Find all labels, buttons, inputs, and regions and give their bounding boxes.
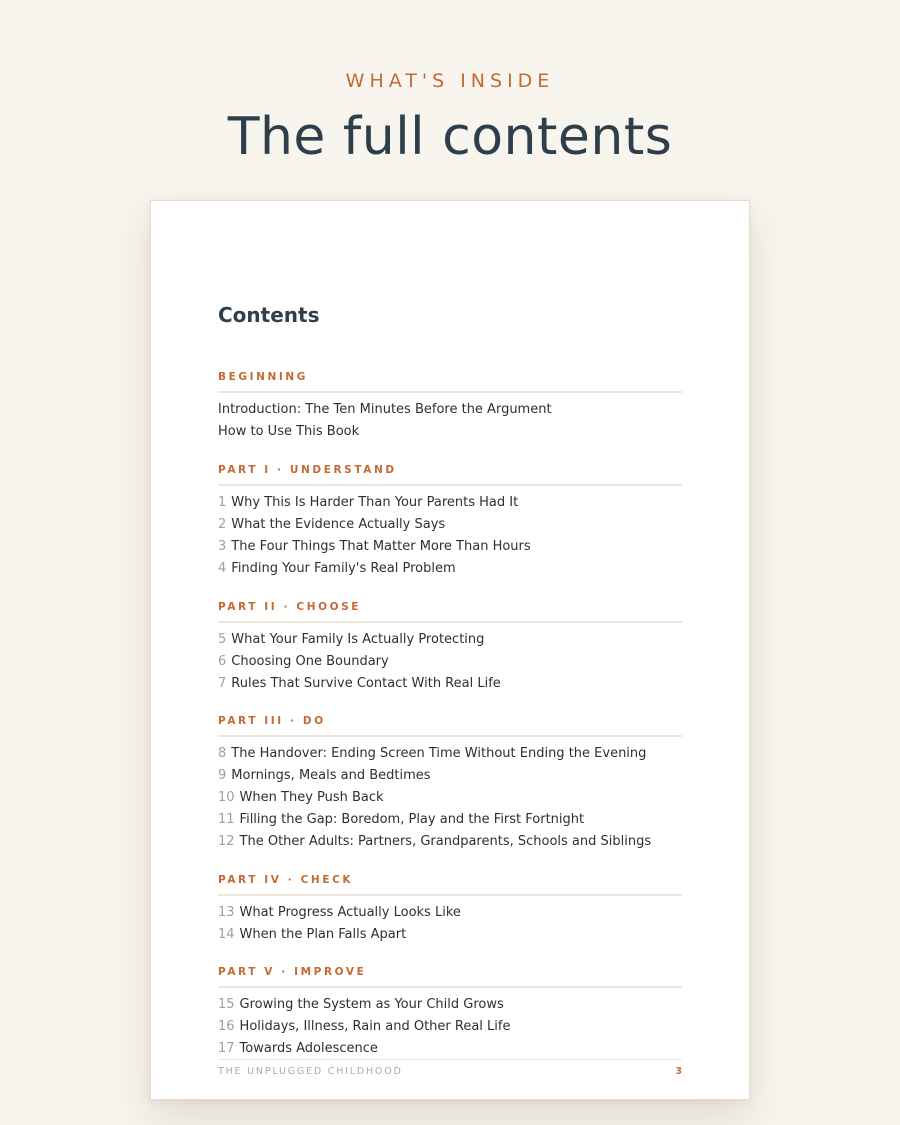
toc-entry[interactable] — [218, 924, 682, 946]
toc-section-heading: PART V · IMPROVE — [218, 966, 682, 988]
chapter-number: 14 — [218, 927, 235, 942]
toc-entry[interactable] — [218, 492, 682, 514]
chapter-title: What Progress Actually Looks Like — [239, 905, 461, 920]
toc-entry[interactable] — [218, 514, 682, 536]
chapter-number: 3 — [218, 539, 227, 554]
chapter-title: Introduction: The Ten Minutes Before the Argument — [218, 402, 552, 417]
page-headline: The full contents — [227, 107, 673, 167]
toc-entry[interactable] — [218, 651, 682, 673]
chapter-title: What the Evidence Actually Says — [231, 517, 446, 532]
chapter-number: 9 — [218, 768, 227, 783]
toc-section — [218, 874, 682, 946]
chapter-title: Towards Adolescence — [239, 1041, 378, 1056]
toc-section — [218, 371, 682, 443]
toc-entry[interactable] — [218, 536, 682, 558]
chapter-title: When They Push Back — [239, 790, 384, 805]
chapter-title: Growing the System as Your Child Grows — [239, 997, 504, 1012]
toc-section — [218, 715, 682, 853]
chapter-title: What Your Family Is Actually Protecting — [231, 632, 485, 647]
chapter-number: 17 — [218, 1041, 235, 1056]
toc-entry[interactable] — [218, 994, 682, 1016]
footer-book-title: THE UNPLUGGED CHILDHOOD — [218, 1066, 403, 1077]
toc-entry[interactable] — [218, 421, 682, 443]
toc-entry[interactable] — [218, 831, 682, 853]
chapter-title: Holidays, Illness, Rain and Other Real Life — [239, 1019, 511, 1034]
toc-entry[interactable] — [218, 629, 682, 651]
chapter-number: 11 — [218, 812, 235, 827]
toc-entry[interactable] — [218, 673, 682, 695]
footer-page-number: 3 — [675, 1066, 682, 1077]
table-of-contents — [218, 351, 682, 1060]
chapter-title: Rules That Survive Contact With Real Life — [231, 676, 501, 691]
toc-entry[interactable] — [218, 809, 682, 831]
chapter-title: The Other Adults: Partners, Grandparents, Schools and Siblings — [239, 834, 652, 849]
toc-entry[interactable] — [218, 1016, 682, 1038]
page-footer — [218, 1059, 682, 1077]
chapter-title: Choosing One Boundary — [231, 654, 389, 669]
toc-section-heading: PART I · UNDERSTAND — [218, 464, 682, 486]
chapter-number: 7 — [218, 676, 227, 691]
chapter-number: 6 — [218, 654, 227, 669]
toc-section — [218, 601, 682, 695]
chapter-title: When the Plan Falls Apart — [239, 927, 407, 942]
chapter-number: 16 — [218, 1019, 235, 1034]
chapter-number: 5 — [218, 632, 227, 647]
toc-entry[interactable] — [218, 902, 682, 924]
chapter-number: 13 — [218, 905, 235, 920]
toc-section-heading: PART II · CHOOSE — [218, 601, 682, 623]
toc-section — [218, 464, 682, 580]
chapter-number: 12 — [218, 834, 235, 849]
toc-section-heading: PART III · DO — [218, 715, 682, 737]
chapter-number: 4 — [218, 561, 227, 576]
chapter-title: Why This Is Harder Than Your Parents Had It — [231, 495, 519, 510]
toc-entry[interactable] — [218, 765, 682, 787]
chapter-title: How to Use This Book — [218, 424, 360, 439]
chapter-title: The Four Things That Matter More Than Hours — [231, 539, 531, 554]
toc-entry[interactable] — [218, 399, 682, 421]
toc-section — [218, 966, 682, 1060]
toc-entry[interactable] — [218, 558, 682, 580]
toc-entry[interactable] — [218, 1038, 682, 1060]
toc-section-heading: BEGINNING — [218, 371, 682, 393]
toc-entry[interactable] — [218, 787, 682, 809]
chapter-number: 1 — [218, 495, 227, 510]
chapter-title: The Handover: Ending Screen Time Without Ending the Evening — [231, 746, 647, 761]
eyebrow-label: WHAT'S INSIDE — [345, 70, 555, 92]
toc-entry[interactable] — [218, 743, 682, 765]
chapter-title: Filling the Gap: Boredom, Play and the First Fortnight — [239, 812, 585, 827]
chapter-number: 8 — [218, 746, 227, 761]
chapter-title: Mornings, Meals and Bedtimes — [231, 768, 431, 783]
chapter-number: 2 — [218, 517, 227, 532]
chapter-title: Finding Your Family's Real Problem — [231, 561, 456, 576]
contents-page — [150, 200, 750, 1100]
chapter-number: 10 — [218, 790, 235, 805]
contents-title: Contents — [218, 303, 320, 327]
chapter-number: 15 — [218, 997, 235, 1012]
toc-section-heading: PART IV · CHECK — [218, 874, 682, 896]
